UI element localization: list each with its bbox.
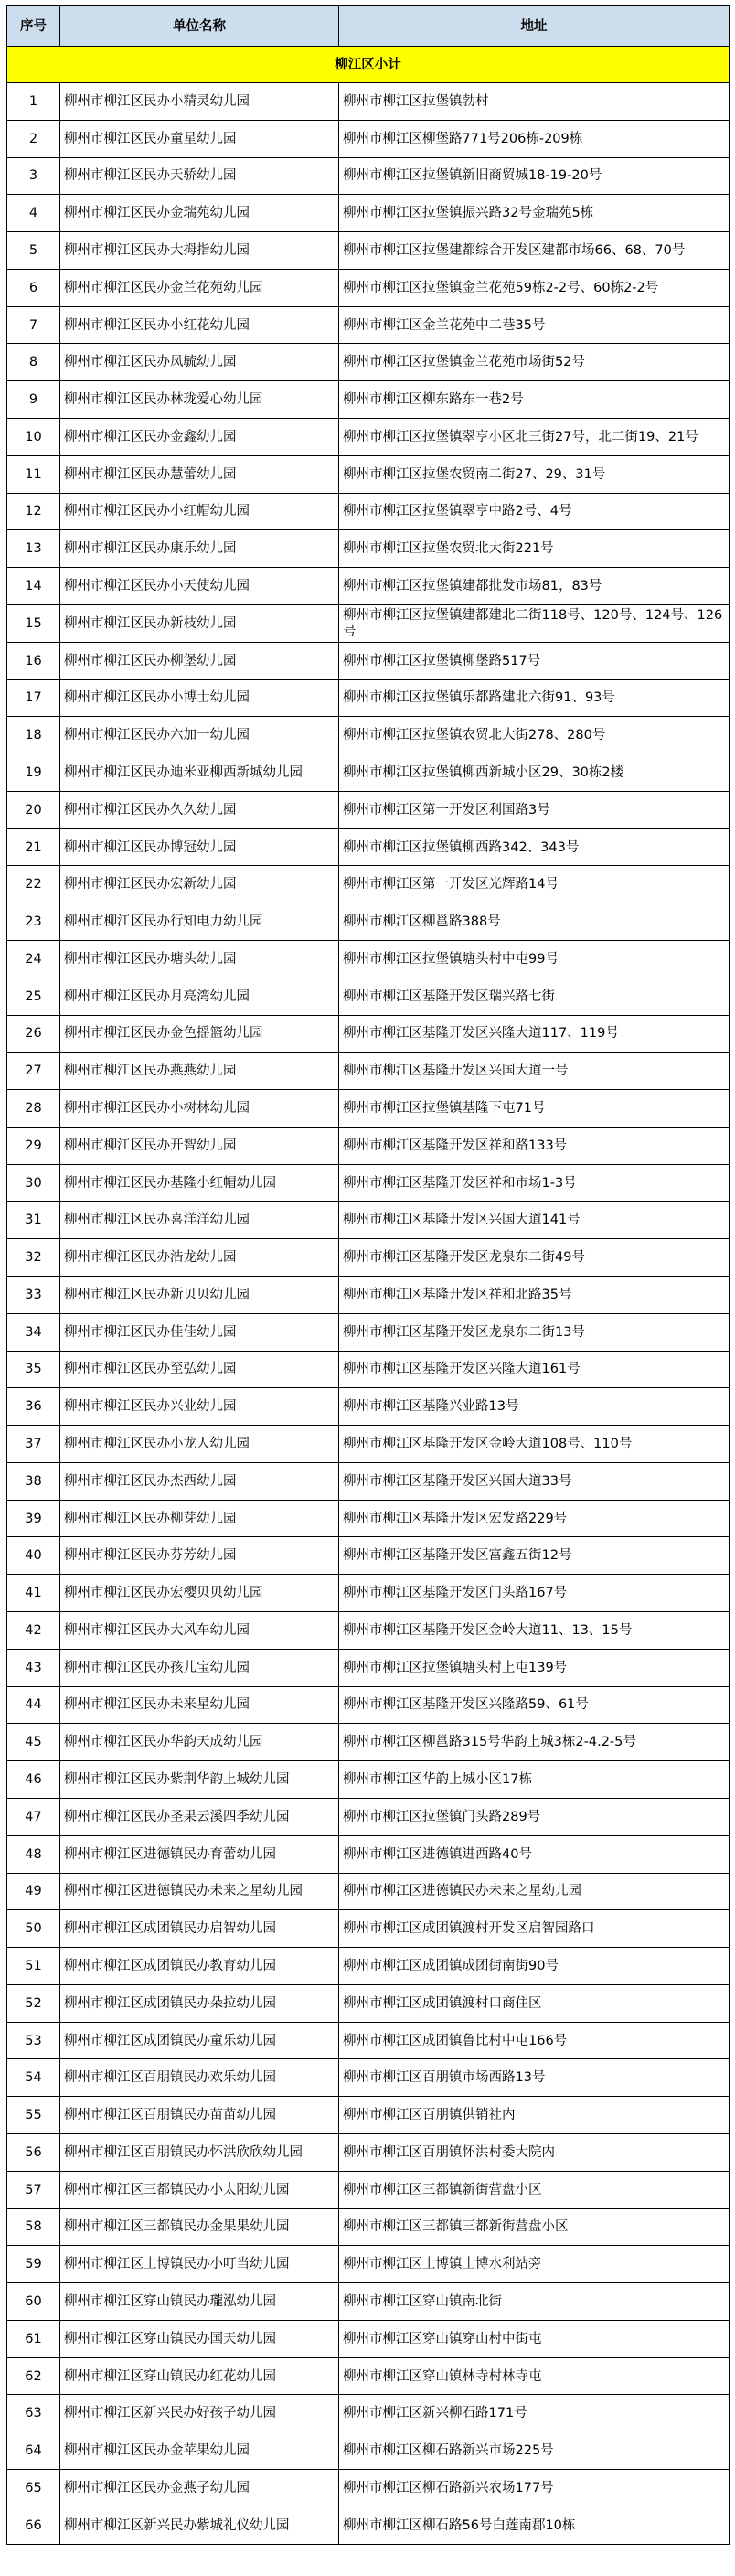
row-index: 31 <box>7 1202 60 1239</box>
row-index: 24 <box>7 940 60 978</box>
row-address: 柳州市柳江区拉堡镇金兰花苑市场街52号 <box>339 344 730 381</box>
row-index: 62 <box>7 2357 60 2395</box>
row-index: 42 <box>7 1612 60 1650</box>
row-index: 35 <box>7 1351 60 1388</box>
row-address: 柳州市柳江区基隆开发区瑞兴路七街 <box>339 978 730 1015</box>
row-index: 49 <box>7 1873 60 1910</box>
row-address: 柳州市柳江区成团镇鲁比村中屯166号 <box>339 2022 730 2059</box>
row-name: 柳州市柳江区民办小精灵幼儿园 <box>60 83 339 121</box>
table-row <box>7 866 730 903</box>
table-row <box>7 2133 730 2171</box>
row-name: 柳州市柳江区民办宏新幼儿园 <box>60 866 339 903</box>
row-name: 柳州市柳江区民办浩龙幼儿园 <box>60 1239 339 1277</box>
table-row <box>7 530 730 568</box>
row-index: 27 <box>7 1053 60 1090</box>
table-row <box>7 419 730 456</box>
table-row <box>7 2097 730 2134</box>
row-address: 柳州市柳江区基隆开发区门头路167号 <box>339 1575 730 1612</box>
row-name: 柳州市柳江区民办新贝贝幼儿园 <box>60 1277 339 1314</box>
row-index: 55 <box>7 2097 60 2134</box>
row-address: 柳州市柳江区金兰花苑中二巷35号 <box>339 306 730 344</box>
row-index: 9 <box>7 381 60 419</box>
row-address: 柳州市柳江区土博镇土博水利站旁 <box>339 2246 730 2283</box>
row-address: 柳州市柳江区拉堡镇振兴路32号金瑞苑5栋 <box>339 195 730 232</box>
row-address: 柳州市柳江区拉堡镇基隆下屯71号 <box>339 1090 730 1128</box>
table-row <box>7 2246 730 2283</box>
table-row <box>7 1984 730 2022</box>
row-name: 柳州市柳江区民办柳堡幼儿园 <box>60 642 339 679</box>
row-name: 柳州市柳江区民办金色摇篮幼儿园 <box>60 1015 339 1053</box>
row-index: 15 <box>7 604 60 642</box>
row-name: 柳州市柳江区民办天骄幼儿园 <box>60 157 339 195</box>
table-row <box>7 120 730 157</box>
header-name: 单位名称 <box>60 6 339 47</box>
row-index: 57 <box>7 2171 60 2208</box>
row-index: 36 <box>7 1388 60 1426</box>
table-row <box>7 717 730 754</box>
table-row <box>7 2432 730 2470</box>
row-index: 18 <box>7 717 60 754</box>
row-name: 柳州市柳江区民办大风车幼儿园 <box>60 1612 339 1650</box>
row-index: 32 <box>7 1239 60 1277</box>
row-address: 柳州市柳江区穿山镇穿山村中街屯 <box>339 2320 730 2357</box>
row-address: 柳州市柳江区柳东路东一巷2号 <box>339 381 730 419</box>
row-name: 柳州市柳江区民办凤毓幼儿园 <box>60 344 339 381</box>
row-name: 柳州市柳江区土博镇民办小叮当幼儿园 <box>60 2246 339 2283</box>
row-address: 柳州市柳江区基隆开发区兴国大道一号 <box>339 1053 730 1090</box>
row-address: 柳州市柳江区拉堡镇柳堡路517号 <box>339 642 730 679</box>
row-name: 柳州市柳江区百朋镇民办欢乐幼儿园 <box>60 2059 339 2097</box>
row-address: 柳州市柳江区基隆开发区金岭大道108号、110号 <box>339 1426 730 1463</box>
table-row <box>7 1127 730 1164</box>
row-name: 柳州市柳江区民办迪米亚柳西新城幼儿园 <box>60 754 339 792</box>
table-row <box>7 232 730 270</box>
row-index: 26 <box>7 1015 60 1053</box>
table-row <box>7 679 730 717</box>
row-name: 柳州市柳江区百朋镇民办苗苗幼儿园 <box>60 2097 339 2134</box>
table-row <box>7 754 730 792</box>
row-address: 柳州市柳江区基隆开发区龙泉东二街13号 <box>339 1313 730 1351</box>
row-name: 柳州市柳江区民办小红花幼儿园 <box>60 306 339 344</box>
row-name: 柳州市柳江区进德镇民办育蕾幼儿园 <box>60 1835 339 1873</box>
row-address: 柳州市柳江区拉堡镇农贸北大街278、280号 <box>339 717 730 754</box>
table-row <box>7 269 730 306</box>
row-name: 柳州市柳江区民办杰西幼儿园 <box>60 1462 339 1500</box>
table-row <box>7 1277 730 1314</box>
table-row <box>7 2395 730 2432</box>
table-row <box>7 2320 730 2357</box>
row-address: 柳州市柳江区百朋镇供销社内 <box>339 2097 730 2134</box>
table-row <box>7 604 730 642</box>
row-address: 柳州市柳江区成团镇渡村开发区启智园路口 <box>339 1910 730 1948</box>
row-name: 柳州市柳江区民办童星幼儿园 <box>60 120 339 157</box>
table-row <box>7 1612 730 1650</box>
row-name: 柳州市柳江区民办久久幼儿园 <box>60 791 339 828</box>
row-index: 10 <box>7 419 60 456</box>
row-address: 柳州市柳江区基隆开发区祥和路133号 <box>339 1127 730 1164</box>
row-name: 柳州市柳江区民办慧蕾幼儿园 <box>60 455 339 493</box>
table-row <box>7 1202 730 1239</box>
table-row <box>7 1015 730 1053</box>
table-row <box>7 344 730 381</box>
row-index: 17 <box>7 679 60 717</box>
table-row <box>7 2283 730 2321</box>
table-row <box>7 903 730 941</box>
row-name: 柳州市柳江区民办小树林幼儿园 <box>60 1090 339 1128</box>
row-index: 3 <box>7 157 60 195</box>
row-index: 40 <box>7 1537 60 1575</box>
row-index: 39 <box>7 1500 60 1537</box>
row-address: 柳州市柳江区拉堡镇翠亨中路2号、4号 <box>339 493 730 530</box>
row-name: 柳州市柳江区成团镇民办启智幼儿园 <box>60 1910 339 1948</box>
row-address: 柳州市柳江区基隆开发区富鑫五街12号 <box>339 1537 730 1575</box>
row-index: 21 <box>7 828 60 866</box>
row-name: 柳州市柳江区成团镇民办童乐幼儿园 <box>60 2022 339 2059</box>
table-row <box>7 978 730 1015</box>
row-name: 柳州市柳江区民办金兰花苑幼儿园 <box>60 269 339 306</box>
row-name: 柳州市柳江区民办柳芽幼儿园 <box>60 1500 339 1537</box>
table-row <box>7 1426 730 1463</box>
table-row <box>7 306 730 344</box>
row-name: 柳州市柳江区民办塘头幼儿园 <box>60 940 339 978</box>
row-name: 柳州市柳江区民办华韵天成幼儿园 <box>60 1724 339 1761</box>
row-address: 柳州市柳江区柳石路新兴市场225号 <box>339 2432 730 2470</box>
row-index: 47 <box>7 1798 60 1835</box>
row-name: 柳州市柳江区民办圣果云溪四季幼儿园 <box>60 1798 339 1835</box>
row-name: 柳州市柳江区民办新枝幼儿园 <box>60 604 339 642</box>
row-address: 柳州市柳江区拉堡镇柳西新城小区29、30栋2楼 <box>339 754 730 792</box>
row-address: 柳州市柳江区新兴柳石路171号 <box>339 2395 730 2432</box>
row-name: 柳州市柳江区民办紫荆华韵上城幼儿园 <box>60 1761 339 1799</box>
table-row <box>7 1164 730 1202</box>
row-index: 51 <box>7 1948 60 1985</box>
row-index: 8 <box>7 344 60 381</box>
row-index: 14 <box>7 568 60 605</box>
row-address: 柳州市柳江区柳石路新兴农场177号 <box>339 2470 730 2507</box>
row-index: 20 <box>7 791 60 828</box>
row-address: 柳州市柳江区拉堡农贸北大街221号 <box>339 530 730 568</box>
row-index: 38 <box>7 1462 60 1500</box>
row-address: 柳州市柳江区拉堡镇新旧商贸城18-19-20号 <box>339 157 730 195</box>
row-address: 柳州市柳江区柳石路56号白莲南郡10栋 <box>339 2507 730 2544</box>
row-address: 柳州市柳江区基隆开发区金岭大道11、13、15号 <box>339 1612 730 1650</box>
row-index: 56 <box>7 2133 60 2171</box>
row-name: 柳州市柳江区民办金瑞苑幼儿园 <box>60 195 339 232</box>
row-index: 7 <box>7 306 60 344</box>
row-name: 柳州市柳江区民办喜洋洋幼儿园 <box>60 1202 339 1239</box>
row-index: 50 <box>7 1910 60 1948</box>
row-address: 柳州市柳江区拉堡镇建都建北二街118号、120号、124号、126号 <box>339 604 730 642</box>
row-address: 柳州市柳江区拉堡农贸南二街27、29、31号 <box>339 455 730 493</box>
row-name: 柳州市柳江区民办孩儿宝幼儿园 <box>60 1649 339 1686</box>
row-address: 柳州市柳江区成团镇成团街南街90号 <box>339 1948 730 1985</box>
row-name: 柳州市柳江区百朋镇民办怀洪欣欣幼儿园 <box>60 2133 339 2171</box>
row-address: 柳州市柳江区拉堡镇乐都路建北六街91、93号 <box>339 679 730 717</box>
row-name: 柳州市柳江区成团镇民办教育幼儿园 <box>60 1948 339 1985</box>
table-row <box>7 1873 730 1910</box>
table-row <box>7 83 730 121</box>
table-row <box>7 568 730 605</box>
table-row <box>7 2470 730 2507</box>
table-row <box>7 381 730 419</box>
table-row <box>7 1798 730 1835</box>
row-name: 柳州市柳江区民办金燕子幼儿园 <box>60 2470 339 2507</box>
row-index: 60 <box>7 2283 60 2321</box>
row-address: 柳州市柳江区三都镇三都新街营盘小区 <box>339 2208 730 2246</box>
row-address: 柳州市柳江区基隆开发区兴隆大道117、119号 <box>339 1015 730 1053</box>
row-address: 柳州市柳江区基隆开发区兴隆路59、61号 <box>339 1686 730 1724</box>
table-row <box>7 2507 730 2544</box>
row-index: 4 <box>7 195 60 232</box>
row-index: 63 <box>7 2395 60 2432</box>
row-index: 16 <box>7 642 60 679</box>
table-row <box>7 1835 730 1873</box>
row-name: 柳州市柳江区民办宏樱贝贝幼儿园 <box>60 1575 339 1612</box>
row-index: 53 <box>7 2022 60 2059</box>
row-address: 柳州市柳江区基隆开发区宏发路229号 <box>339 1500 730 1537</box>
row-name: 柳州市柳江区民办林珑爱心幼儿园 <box>60 381 339 419</box>
row-address: 柳州市柳江区第一开发区光辉路14号 <box>339 866 730 903</box>
row-address: 柳州市柳江区基隆开发区龙泉东二街49号 <box>339 1239 730 1277</box>
table-row <box>7 1462 730 1500</box>
row-address: 柳州市柳江区拉堡镇勃村 <box>339 83 730 121</box>
row-name: 柳州市柳江区民办佳佳幼儿园 <box>60 1313 339 1351</box>
row-address: 柳州市柳江区华韵上城小区17栋 <box>339 1761 730 1799</box>
table-row <box>7 1090 730 1128</box>
row-index: 59 <box>7 2246 60 2283</box>
table-row <box>7 1351 730 1388</box>
row-name: 柳州市柳江区民办至弘幼儿园 <box>60 1351 339 1388</box>
row-index: 5 <box>7 232 60 270</box>
row-address: 柳州市柳江区拉堡镇翠亨小区北三街27号，北二街19、21号 <box>339 419 730 456</box>
row-address: 柳州市柳江区三都镇新街营盘小区 <box>339 2171 730 2208</box>
table-row <box>7 455 730 493</box>
table-row <box>7 2357 730 2395</box>
table-row <box>7 1500 730 1537</box>
row-index: 65 <box>7 2470 60 2507</box>
row-address: 柳州市柳江区基隆开发区兴国大道141号 <box>339 1202 730 1239</box>
row-address: 柳州市柳江区基隆兴业路13号 <box>339 1388 730 1426</box>
row-index: 52 <box>7 1984 60 2022</box>
table-row <box>7 2022 730 2059</box>
row-address: 柳州市柳江区拉堡镇塘头村上屯139号 <box>339 1649 730 1686</box>
table-row <box>7 1575 730 1612</box>
row-name: 柳州市柳江区民办小天使幼儿园 <box>60 568 339 605</box>
row-address: 柳州市柳江区百朋镇市场西路13号 <box>339 2059 730 2097</box>
row-name: 柳州市柳江区民办康乐幼儿园 <box>60 530 339 568</box>
row-name: 柳州市柳江区民办小龙人幼儿园 <box>60 1426 339 1463</box>
subtotal-label: 柳江区小计 <box>7 47 730 83</box>
row-address: 柳州市柳江区基隆开发区祥和北路35号 <box>339 1277 730 1314</box>
table-row <box>7 1239 730 1277</box>
row-address: 柳州市柳江区拉堡镇柳西路342、343号 <box>339 828 730 866</box>
row-index: 46 <box>7 1761 60 1799</box>
row-name: 柳州市柳江区新兴民办好孩子幼儿园 <box>60 2395 339 2432</box>
row-name: 柳州市柳江区民办金鑫幼儿园 <box>60 419 339 456</box>
row-address: 柳州市柳江区百朋镇怀洪村委大院内 <box>339 2133 730 2171</box>
row-name: 柳州市柳江区民办基隆小红帽幼儿园 <box>60 1164 339 1202</box>
row-name: 柳州市柳江区穿山镇民办瓏泓幼儿园 <box>60 2283 339 2321</box>
row-name: 柳州市柳江区新兴民办紫城礼仪幼儿园 <box>60 2507 339 2544</box>
table-row <box>7 2059 730 2097</box>
row-address: 柳州市柳江区拉堡镇建都批发市场81，83号 <box>339 568 730 605</box>
table-row <box>7 642 730 679</box>
table-row <box>7 1724 730 1761</box>
subtotal-row <box>7 47 730 83</box>
table-row <box>7 195 730 232</box>
row-address: 柳州市柳江区进德镇进西路40号 <box>339 1835 730 1873</box>
row-index: 19 <box>7 754 60 792</box>
table-row <box>7 1761 730 1799</box>
row-address: 柳州市柳江区柳邕路388号 <box>339 903 730 941</box>
table-row <box>7 2171 730 2208</box>
table-row <box>7 1388 730 1426</box>
row-address: 柳州市柳江区拉堡镇门头路289号 <box>339 1798 730 1835</box>
table-row <box>7 1053 730 1090</box>
row-address: 柳州市柳江区拉堡镇塘头村中屯99号 <box>339 940 730 978</box>
table-row <box>7 1649 730 1686</box>
row-name: 柳州市柳江区三都镇民办小太阳幼儿园 <box>60 2171 339 2208</box>
row-index: 37 <box>7 1426 60 1463</box>
header-index: 序号 <box>7 6 60 47</box>
row-name: 柳州市柳江区三都镇民办金果果幼儿园 <box>60 2208 339 2246</box>
row-name: 柳州市柳江区民办六加一幼儿园 <box>60 717 339 754</box>
row-address: 柳州市柳江区柳堡路771号206栋-209栋 <box>339 120 730 157</box>
row-index: 12 <box>7 493 60 530</box>
row-index: 43 <box>7 1649 60 1686</box>
row-name: 柳州市柳江区穿山镇民办国天幼儿园 <box>60 2320 339 2357</box>
row-index: 45 <box>7 1724 60 1761</box>
row-name: 柳州市柳江区民办行知电力幼儿园 <box>60 903 339 941</box>
row-index: 33 <box>7 1277 60 1314</box>
table-header-row <box>7 6 730 47</box>
table-row <box>7 1686 730 1724</box>
row-index: 58 <box>7 2208 60 2246</box>
row-index: 30 <box>7 1164 60 1202</box>
row-name: 柳州市柳江区民办小博士幼儿园 <box>60 679 339 717</box>
row-address: 柳州市柳江区第一开发区利国路3号 <box>339 791 730 828</box>
row-name: 柳州市柳江区民办开智幼儿园 <box>60 1127 339 1164</box>
row-index: 23 <box>7 903 60 941</box>
table-row <box>7 1313 730 1351</box>
row-name: 柳州市柳江区穿山镇民办红花幼儿园 <box>60 2357 339 2395</box>
row-address: 柳州市柳江区拉堡建都综合开发区建都市场66、68、70号 <box>339 232 730 270</box>
table-row <box>7 940 730 978</box>
row-index: 22 <box>7 866 60 903</box>
row-name: 柳州市柳江区民办金苹果幼儿园 <box>60 2432 339 2470</box>
table-row <box>7 157 730 195</box>
row-address: 柳州市柳江区基隆开发区兴国大道33号 <box>339 1462 730 1500</box>
table-row <box>7 493 730 530</box>
row-index: 29 <box>7 1127 60 1164</box>
row-address: 柳州市柳江区拉堡镇金兰花苑59栋2-2号、60栋2-2号 <box>339 269 730 306</box>
row-address: 柳州市柳江区穿山镇林寺村林寺屯 <box>339 2357 730 2395</box>
row-index: 61 <box>7 2320 60 2357</box>
row-index: 1 <box>7 83 60 121</box>
row-index: 64 <box>7 2432 60 2470</box>
row-name: 柳州市柳江区民办未来星幼儿园 <box>60 1686 339 1724</box>
kindergarten-table <box>6 5 730 2545</box>
row-address: 柳州市柳江区基隆开发区祥和市场1-3号 <box>339 1164 730 1202</box>
row-name: 柳州市柳江区民办大拇指幼儿园 <box>60 232 339 270</box>
row-index: 41 <box>7 1575 60 1612</box>
table-row <box>7 1910 730 1948</box>
row-address: 柳州市柳江区柳邕路315号华韵上城3栋2-4.2-5号 <box>339 1724 730 1761</box>
row-name: 柳州市柳江区民办月亮湾幼儿园 <box>60 978 339 1015</box>
header-address: 地址 <box>339 6 730 47</box>
row-address: 柳州市柳江区成团镇渡村口商住区 <box>339 1984 730 2022</box>
table-row <box>7 2208 730 2246</box>
table-row <box>7 828 730 866</box>
row-address: 柳州市柳江区基隆开发区兴隆大道161号 <box>339 1351 730 1388</box>
row-index: 28 <box>7 1090 60 1128</box>
row-index: 11 <box>7 455 60 493</box>
row-index: 13 <box>7 530 60 568</box>
row-name: 柳州市柳江区民办兴业幼儿园 <box>60 1388 339 1426</box>
row-index: 6 <box>7 269 60 306</box>
row-address: 柳州市柳江区进德镇民办未来之星幼儿园 <box>339 1873 730 1910</box>
row-name: 柳州市柳江区民办燕燕幼儿园 <box>60 1053 339 1090</box>
table-row <box>7 1948 730 1985</box>
row-index: 25 <box>7 978 60 1015</box>
row-name: 柳州市柳江区进德镇民办未来之星幼儿园 <box>60 1873 339 1910</box>
row-index: 48 <box>7 1835 60 1873</box>
row-name: 柳州市柳江区民办芬芳幼儿园 <box>60 1537 339 1575</box>
row-index: 34 <box>7 1313 60 1351</box>
row-name: 柳州市柳江区成团镇民办朵拉幼儿园 <box>60 1984 339 2022</box>
row-name: 柳州市柳江区民办博冠幼儿园 <box>60 828 339 866</box>
table-row <box>7 1537 730 1575</box>
row-index: 2 <box>7 120 60 157</box>
row-name: 柳州市柳江区民办小红帽幼儿园 <box>60 493 339 530</box>
row-index: 44 <box>7 1686 60 1724</box>
row-index: 54 <box>7 2059 60 2097</box>
row-index: 66 <box>7 2507 60 2544</box>
row-address: 柳州市柳江区穿山镇南北街 <box>339 2283 730 2321</box>
table-row <box>7 791 730 828</box>
